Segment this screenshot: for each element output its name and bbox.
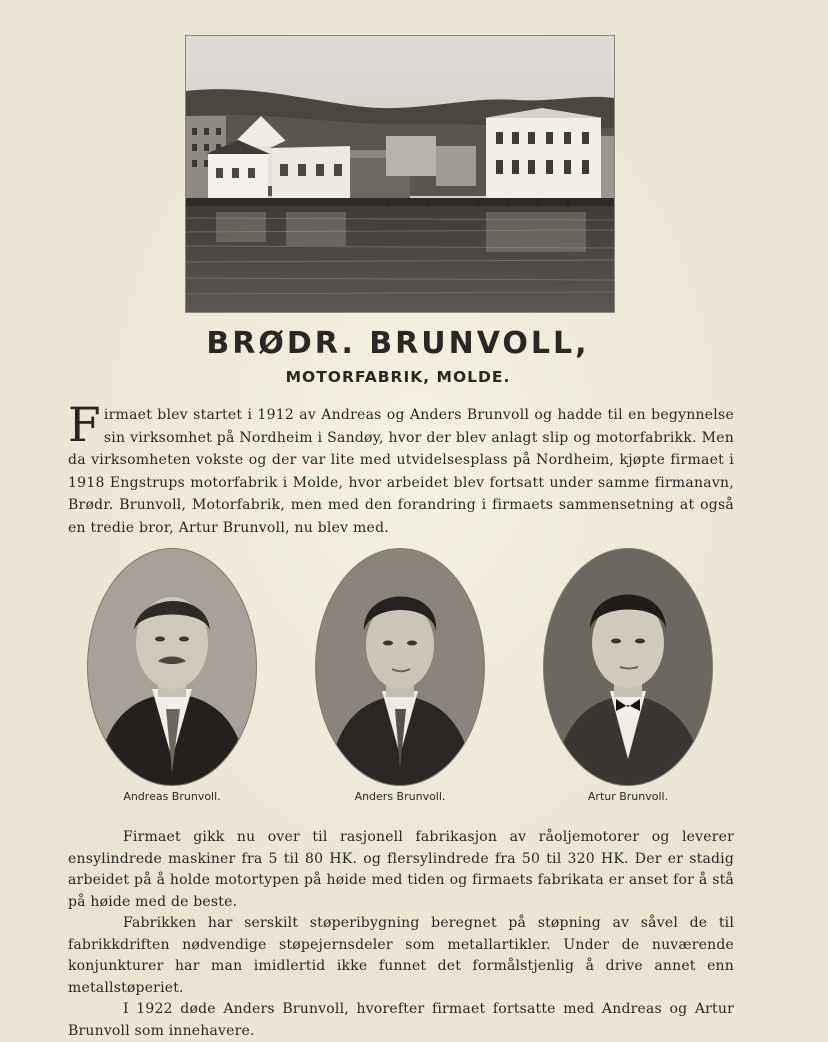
intro-text: irmaet blev startet i 1912 av Andreas og Anders Brunvoll og hadde til en begynnelse sin virksomhet på Nordheim i Sandøy, hvor der blev anlagt slip og motorfabrikk. Men da virksomheten vokste og der var lite med utvidelsesplass på Nordheim, kjøpte firmaet i 1918 Engstrups motorfabrik i Molde, hvor arbeidet blev fortsatt under samme firmanavn, Brødr. Brunvoll, Motorfabrik, men med den forandring i firmaets sammensetning at også en tredie bror, Artur Brunvoll, nu blev med. bbox=[68, 407, 734, 536]
body-text bbox=[68, 827, 734, 1042]
company-subtitle: MOTORFABRIK, MOLDE. bbox=[285, 368, 511, 386]
portrait-anders bbox=[316, 549, 484, 785]
body-paragraph: I 1922 døde Anders Brunvoll, hvorefter firmaet fortsatte med Andreas og Artur Brunvoll som innehavere. bbox=[68, 1001, 734, 1039]
body-paragraph: Fabrikken har serskilt støperibygning beregnet på støpning av såvel de til fabrikkdriften nødvendige støpejernsdeler som metallartikler. Under de nuværende konjunkturer har man imidlertid ikke funnet det formålstjenlig å drive annet enn metallstøperiet. bbox=[68, 915, 734, 996]
factory-harbour-photo bbox=[185, 35, 615, 313]
portrait-andreas bbox=[88, 549, 256, 785]
drop-cap: F bbox=[68, 398, 101, 453]
portrait-caption-anders: Anders Brunvoll. bbox=[354, 790, 446, 803]
portrait-caption-artur: Artur Brunvoll. bbox=[587, 790, 669, 803]
company-name-heading: BRØDR. BRUNVOLL, bbox=[206, 326, 590, 361]
body-paragraph: Firmaet gikk nu over til rasjonell fabrikasjon av råoljemotorer og leverer ensylindrede maskiner fra 5 til 80 HK. og flersylindrede fra 50 til 320 HK. Der er stadig arbeidet på å holde motortypen på høide med tiden og firmaets fabrikata er anset for å stå på høide med de beste. bbox=[68, 829, 734, 910]
intro-paragraph bbox=[68, 398, 734, 539]
portrait-artur bbox=[544, 549, 712, 785]
portrait-caption-andreas: Andreas Brunvoll. bbox=[123, 790, 221, 803]
